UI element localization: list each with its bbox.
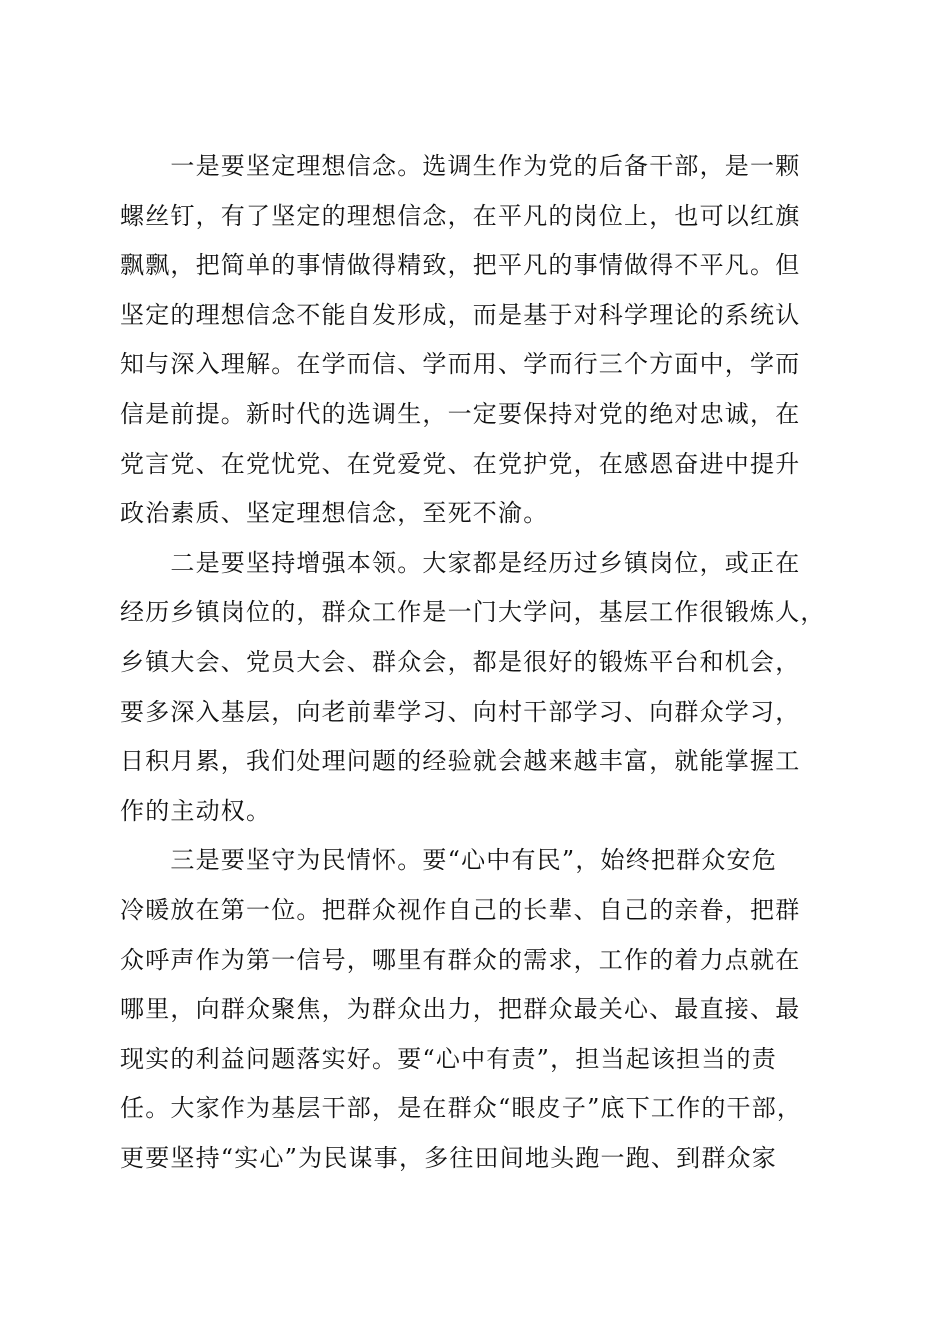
text-line: 螺丝钉，有了坚定的理想信念，在平凡的岗位上，也可以红旗: [120, 201, 801, 230]
text-line: 经历乡镇岗位的，群众工作是一门大学问，基层工作很锻炼人，: [120, 598, 826, 627]
paragraph-3: [120, 836, 840, 1183]
text-line: 日积月累，我们处理问题的经验就会越来越丰富，就能掌握工: [120, 747, 801, 776]
text-line: 知与深入理解。在学而信、学而用、学而行三个方面中，学而: [120, 350, 801, 379]
text-line: 众呼声作为第一信号，哪里有群众的需求，工作的着力点就在: [120, 945, 801, 974]
text-line: 冷暖放在第一位。把群众视作自己的长辈、自己的亲眷，把群: [120, 895, 801, 924]
paragraph-2: [120, 539, 840, 837]
text-line: 二是要坚持增强本领。大家都是经历过乡镇岗位，或正在: [120, 548, 801, 577]
text-line: 哪里，向群众聚焦，为群众出力，把群众最关心、最直接、最: [120, 995, 801, 1024]
text-line: 坚定的理想信念不能自发形成，而是基于对科学理论的系统认: [120, 300, 801, 329]
text-line: 乡镇大会、党员大会、群众会，都是很好的锻炼平台和机会，: [120, 647, 801, 676]
text-line: 飘飘，把简单的事情做得精致，把平凡的事情做得不平凡。但: [120, 251, 801, 280]
text-line: 现实的利益问题落实好。要“心中有责”，担当起该担当的责: [120, 1044, 777, 1073]
text-line: 一是要坚定理想信念。选调生作为党的后备干部，是一颗: [120, 152, 801, 180]
text-line: 要多深入基层，向老前辈学习、向村干部学习、向群众学习，: [120, 697, 801, 726]
text-line: 党言党、在党忧党、在党爱党、在党护党，在感恩奋进中提升: [120, 449, 801, 478]
text-line: 信是前提。新时代的选调生，一定要保持对党的绝对忠诚，在: [120, 399, 801, 428]
text-line: 三是要坚守为民情怀。要“心中有民”，始终把群众安危: [120, 846, 777, 875]
text-line: 政治素质、坚定理想信念，至死不渝。: [120, 499, 549, 528]
text-line: 更要坚持“实心”为民谋事，多往田间地头跑一跑、到群众家: [120, 1143, 777, 1172]
document-body: [120, 142, 840, 1183]
text-line: 作的主动权。: [120, 796, 272, 825]
text-line: 任。大家作为基层干部，是在群众“眼皮子”底下工作的干部，: [120, 1094, 803, 1123]
paragraph-1: [120, 142, 840, 539]
